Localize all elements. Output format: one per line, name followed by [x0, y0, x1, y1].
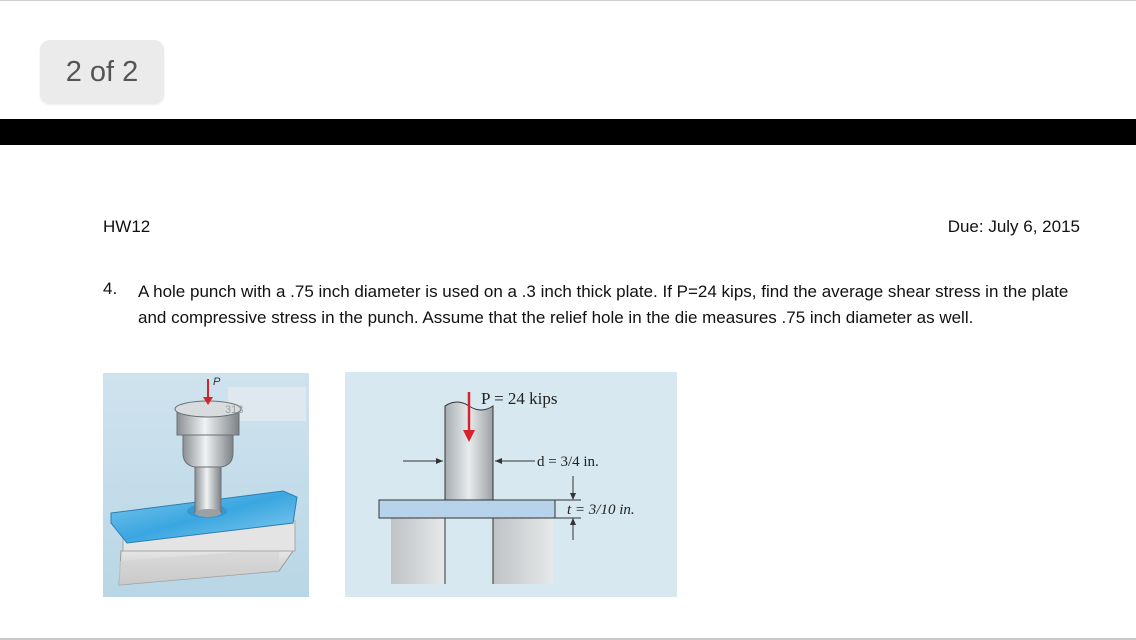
question-number: 4.	[103, 279, 118, 298]
page-indicator-text: 2 of 2	[65, 55, 139, 88]
punch-stamp-text: 313	[225, 404, 244, 416]
plate	[379, 500, 555, 518]
load-label-left: P	[213, 376, 221, 388]
page-indicator-badge	[40, 40, 164, 104]
thickness-label: t = 3/10 in.	[567, 502, 635, 518]
course-label: HW12	[103, 217, 151, 236]
due-date: Due: July 6, 2015	[947, 217, 1080, 236]
punch-cross-section-diagram	[345, 372, 677, 597]
load-label: P = 24 kips	[481, 389, 558, 408]
question-text: A hole punch with a .75 inch diameter is used on a .3 inch thick plate. If P=24 kips, find the average shear stress in the plate and compressive stress in the punch. Assume that the relief hole in the die measures .75 inch diameter as well.	[138, 282, 1069, 327]
diameter-label: d = 3/4 in.	[537, 454, 599, 470]
punch-illustration	[103, 373, 309, 597]
page-header-bar	[0, 119, 1136, 145]
top-divider	[0, 0, 1136, 1]
